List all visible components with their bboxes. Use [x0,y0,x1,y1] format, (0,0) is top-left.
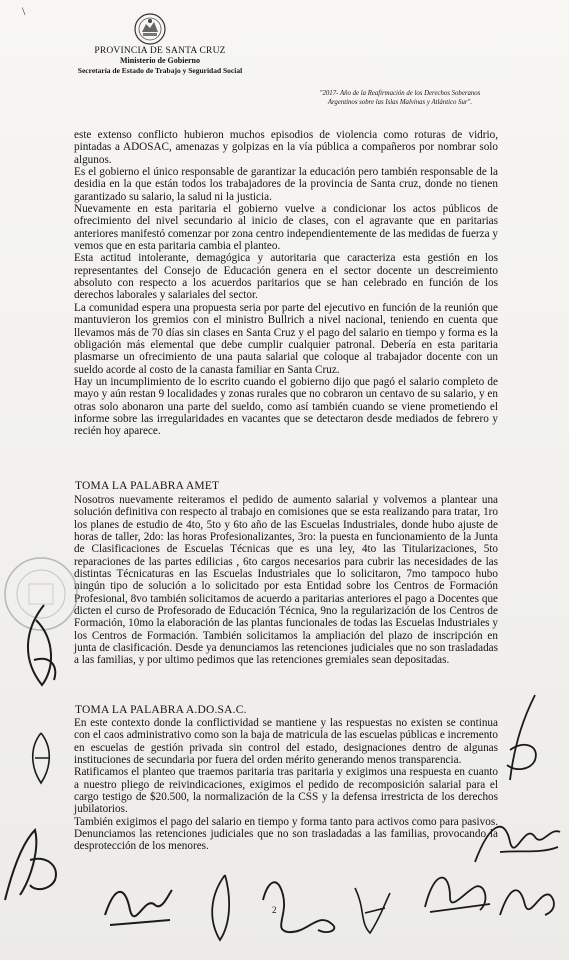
adosac-paragraph: En este contexto donde la conflictividad se mantiene y las respuestas no existen se continua con el caos administrativo como son la baja de matricula de las escuelas públicas e incremento en escuelas de gestión privada sin control del estado, designaciones dentro de algunas instituciones de secundaria por fuera del orden mérito generando menos transparencia. [74,717,498,767]
page-number: 2 [272,905,277,915]
signature-mark [0,820,75,905]
intro-paragraph: Hay un incumplimiento de lo escrito cuando el gobierno dijo que pagó el salario completo de mayo y aún restan 9 localidades y zonas rurales que no cobraron un centavo de su salario, y en otras solo abonaron una parte del sueldo, como así también cuando se viene prometiendo el informe sobre las irregularidades en vacantes que se detectaron desde mediados de febrero y recién hoy aparece. [74,375,498,438]
signature-mark [495,875,560,925]
amet-section [74,494,498,667]
motto-line-1: "2017- Año de la Reafirmación de los Derechos Soberanos [319,90,481,97]
signature-mark [345,878,400,943]
secretariat-name: Secretaría de Estado de Trabajo y Seguridad Social [77,66,243,75]
amet-section-title: TOMA LA PALABRA AMET [75,480,220,492]
intro-paragraph: Esta actitud intolerante, demagógica y autoritaria que caracteriza esta gestión en los representantes del Consejo de Educación genera en el sector docente un descreimiento absoluto con respecto a los acuerdos paritarios que se han celebrado en función de los derechos laborales y salariales del sector. [74,252,498,302]
province-name: PROVINCIA DE SANTA CRUZ [94,46,226,56]
corner-mark: \ [22,4,26,18]
intro-paragraph: Nuevamente en esta paritaria el gobierno vuelve a condicionar los actos públicos de ofrecimiento del nivel secundario al inicio de clases, con el agravante que en paritarias anteriores manifestó comenzar por zona centro independientemente de las medidas de fuerza y vemos que en esta paritaria cambia el planteo. [74,203,498,253]
adosac-section-title: TOMA LA PALABRA A.DO.SA.C. [75,704,247,716]
adosac-paragraph: Ratificamos el planteo que traemos paritaria tras paritaria y exigimos una respuesta en cuanto a nuestro pliego de reivindicaciones, exigimos el pedido de recomposición salarial para el cargo testigo de $20.500, la normalización de la CSS y la defensa irrestricta de los derechos jubilatorios. [74,766,498,816]
adosac-paragraph: También exigimos el pago del salario en tiempo y forma tanto para activos como para pasivos. Denunciamos las retenciones judiciales que no son trasladadas a las familias, provocando la desprotección de los menores. [74,815,498,853]
motto-line-2: Argentinos sobre las Islas Malvinas y Atlántico Sur". [327,99,473,106]
signature-mark [14,600,74,695]
signature-mark [420,862,495,922]
amet-paragraph: Nosotros nuevamente reiteramos el pedido de aumento salarial y volvemos a plantear una solución definitiva con respecto al trabajo en comisiones que se esta realizando para tratar, 1ro los planes de estudio de 4to, 5to y 6to año de las Escuelas Industriales, donde hubo ajuste de horas de taller, 2do: las horas Profesionalizantes, 3ro: la puesta en funcionamiento de la Junta de Clasificaciones de Escuelas Técnicas que es una ley, 4to las Titularizaciones, 5to reparaciones de las partes edilicias , 6to cargos necesarios para cubrir las necesidades de las distintas Técnicaturas en las Escuelas Industriales que lo solicitaron, 7mo tampoco hubo ningún tipo de solución a lo solicitado por esta Entidad sobre los Centros de Formación Profesional, 8vo también solicitamos de acuerdo a paritarias anteriores el pago a Docentes que dicten el curso de Profesorado de Educación Técnica, 9no la regularización de los Centros de Formación, 10mo la elaboración de las plantas funcionales de todas las Escuelas Industriales y los Centros de Formación. También solicitamos la ampliación del plazo de inscripción en junta de clasificación. Desde ya denunciamos las retenciones judiciales que no son trasladadas a las familias, y por ultimo pedimos que las retenciones gremiales sean depositadas. [74,494,498,667]
intro-paragraph: este extenso conflicto hubieron muchos episodios de violencia como roturas de vidrio, pintadas a ADOSAC, amenazas y golpizas en la vía pública a compañeros por nombrar solo algunos. [74,129,498,166]
signature-mark [100,875,175,935]
signature-mark [200,870,240,945]
ministry-name: Ministerio de Gobierno [120,56,200,65]
intro-section [74,129,498,438]
year-motto [300,89,500,107]
letterhead [60,46,260,76]
province-crest-icon [132,12,168,48]
signature-mark [495,690,550,790]
intro-paragraph: Es el gobierno el único responsable de garantizar la educación pero también responsable de la desidia en la que están todos los trabajadores de la provincia de Santa cruz, donde no tienen garantizado su salario, la salud ni la justicia. [74,166,498,203]
adosac-section [74,717,498,853]
signature-mark [25,728,57,788]
signature-mark [258,870,343,940]
intro-paragraph: La comunidad espera una propuesta seria por parte del ejecutivo en función de la reunión que mantuvieron los gremios con el ministro Bullrich a nivel nacional, teniendo en cuenta que llevamos más de 70 días sin clases en Santa Cruz y el pago del salario en tiempo y forma es la obligación más elemental que debe cumplir cualquier patronal. Debería en esta paritaria plasmarse un ofrecimiento de una pauta salarial que coloque al trabajador docente con un sueldo acorde al costo de la canasta familiar en Santa Cruz. [74,301,498,376]
